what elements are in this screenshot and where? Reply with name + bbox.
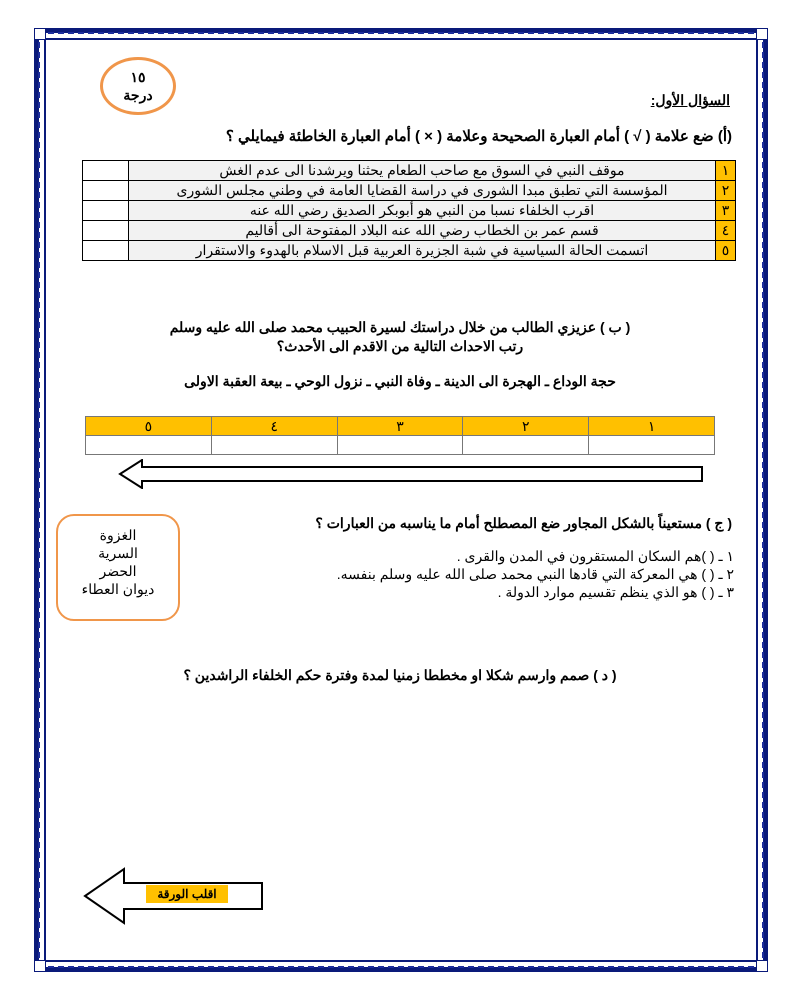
ordering-answer-cell[interactable] bbox=[463, 436, 589, 455]
row-number: ١ bbox=[716, 161, 736, 181]
ordering-answer-cell[interactable] bbox=[337, 436, 463, 455]
term-item: الحضر bbox=[99, 563, 137, 579]
row-number: ٤ bbox=[716, 221, 736, 241]
statement-text: اقرب الخلفاء نسبا من النبي هو أبوبكر الصديق رضي الله عنه bbox=[129, 201, 716, 221]
answer-cell[interactable] bbox=[83, 201, 129, 221]
corner-ornament bbox=[34, 960, 46, 972]
ordering-answer-cell[interactable] bbox=[589, 436, 715, 455]
ordering-table bbox=[85, 416, 715, 455]
row-number: ٣ bbox=[716, 201, 736, 221]
table-row bbox=[83, 221, 736, 241]
part-b-title: ( ب ) عزيزي الطالب من خلال دراستك لسيرة الحبيب محمد صلى الله عليه وسلم bbox=[169, 319, 631, 335]
grade-circle bbox=[100, 57, 176, 115]
ordering-header-row bbox=[86, 417, 715, 436]
direction-arrow-icon bbox=[118, 459, 708, 489]
row-number: ٥ bbox=[716, 241, 736, 261]
grade-number: ١٥ bbox=[130, 69, 146, 85]
answer-cell[interactable] bbox=[83, 181, 129, 201]
corner-ornament bbox=[34, 28, 46, 40]
part-c-title: ( ج ) مستعيناً بالشكل المجاور ضع المصطلح أمام ما يناسبه من العبارات ؟ bbox=[315, 515, 732, 531]
part-c-item: ٣ ـ ( ) هو الذي ينظم تقسيم موارد الدولة . bbox=[497, 584, 734, 600]
part-b-events-list: حجة الوداع ـ الهجرة الى الدينة ـ وفاة النبي ـ نزول الوحي ـ بيعة العقبة الاولى bbox=[184, 373, 616, 389]
terms-box bbox=[56, 514, 180, 621]
turn-page-label: اقلب الورقة bbox=[146, 885, 228, 903]
part-a-title: (أ) ضع علامة ( √ ) أمام العبارة الصحيحة وعلامة ( × ) أمام العبارة الخاطئة فيمايلي ؟ bbox=[225, 128, 732, 145]
statement-text: اتسمت الحالة السياسية في شبة الجزيرة العربية قبل الاسلام بالهدوء والاستقرار bbox=[129, 241, 716, 261]
ordering-column-number: ٢ bbox=[463, 417, 589, 436]
term-item: ديوان العطاء bbox=[81, 581, 155, 597]
row-number: ٢ bbox=[716, 181, 736, 201]
term-item: السرية bbox=[98, 545, 138, 561]
statement-text: قسم عمر بن الخطاب رضي الله عنه البلاد المفتوحة الى أقاليم bbox=[129, 221, 716, 241]
true-false-table bbox=[82, 160, 736, 261]
corner-ornament bbox=[756, 28, 768, 40]
answer-cell[interactable] bbox=[83, 161, 129, 181]
part-c-item: ٢ ـ ( ) هي المعركة التي قادها النبي محمد صلى الله عليه وسلم بنفسه. bbox=[336, 566, 734, 582]
ordering-column-number: ٣ bbox=[337, 417, 463, 436]
answer-cell[interactable] bbox=[83, 221, 129, 241]
table-row bbox=[83, 161, 736, 181]
part-c-item: ١ ـ ( )هم السكان المستقرون في المدن والقرى . bbox=[456, 548, 734, 564]
ordering-answer-cell[interactable] bbox=[86, 436, 212, 455]
grade-unit: درجة bbox=[123, 87, 153, 103]
ordering-answer-cell[interactable] bbox=[211, 436, 337, 455]
ordering-answer-row bbox=[86, 436, 715, 455]
table-row bbox=[83, 181, 736, 201]
part-b-instruction: رتب الاحداث التالية من الاقدم الى الأحدث؟ bbox=[276, 338, 524, 354]
ordering-column-number: ٥ bbox=[86, 417, 212, 436]
table-row bbox=[83, 201, 736, 221]
statement-text: المؤسسة التي تطبق مبدا الشورى في دراسة القضايا العامة في وطني مجلس الشورى bbox=[129, 181, 716, 201]
part-d-title: ( د ) صمم وارسم شكلا او مخططا زمنيا لمدة وفترة حكم الخلفاء الراشدين ؟ bbox=[183, 667, 617, 683]
ordering-column-number: ٤ bbox=[211, 417, 337, 436]
ordering-column-number: ١ bbox=[589, 417, 715, 436]
corner-ornament bbox=[756, 960, 768, 972]
table-row bbox=[83, 241, 736, 261]
statement-text: موقف النبي في السوق مع صاحب الطعام يحثنا ويرشدنا الى عدم الغش bbox=[129, 161, 716, 181]
question-1-title: السؤال الأول: bbox=[650, 92, 730, 108]
answer-cell[interactable] bbox=[83, 241, 129, 261]
term-item: الغزوة bbox=[99, 527, 137, 543]
